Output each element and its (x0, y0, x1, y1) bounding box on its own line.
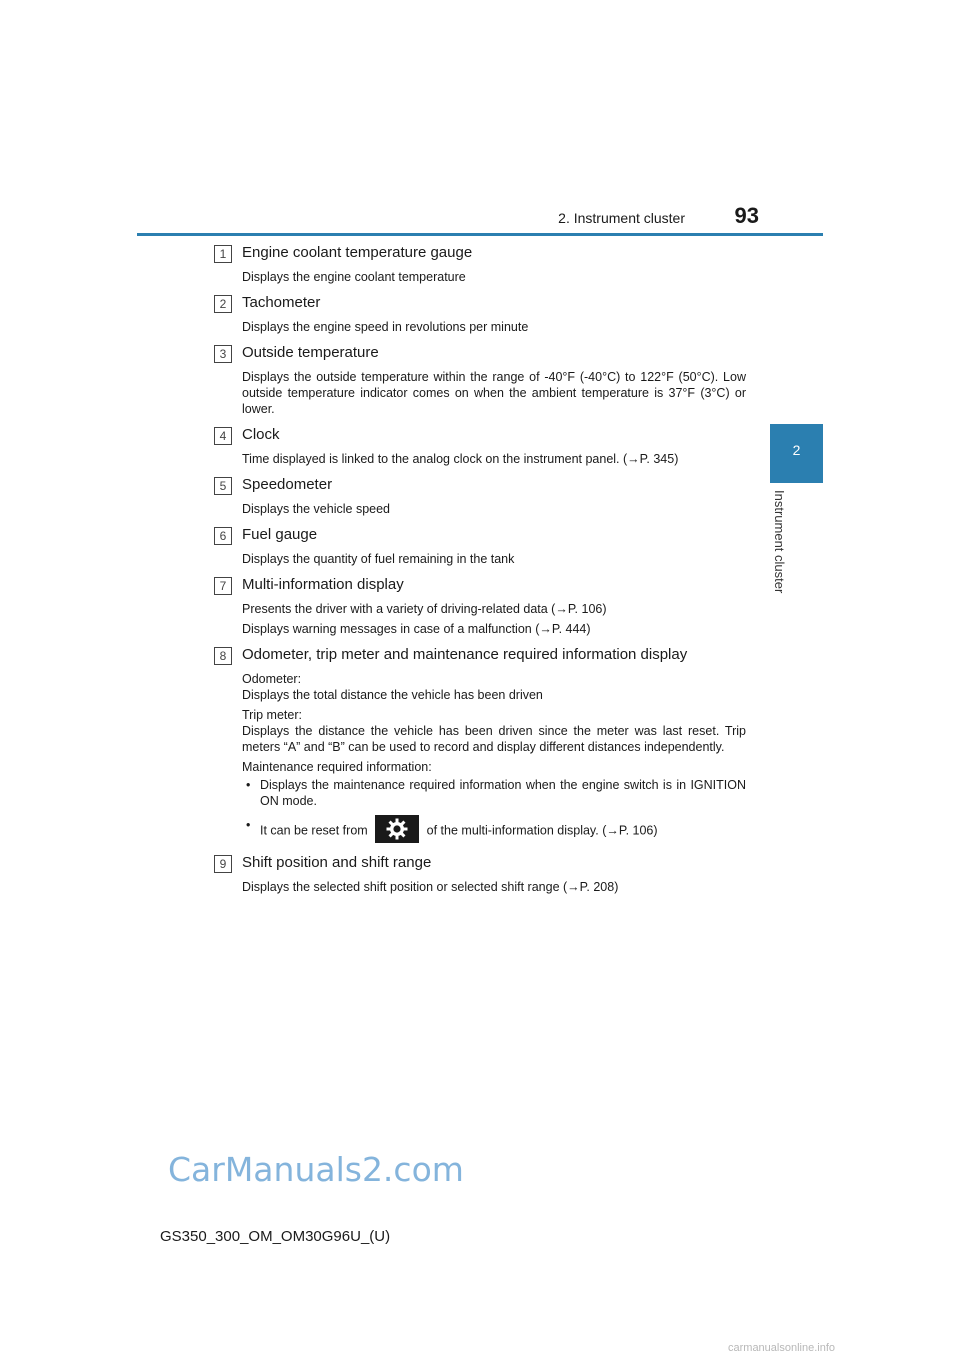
item-number-badge: 9 (214, 855, 232, 873)
item-title: Outside temperature (242, 344, 379, 361)
item-title: Speedometer (242, 476, 333, 493)
item-number-badge: 5 (214, 477, 232, 495)
item-title: Odometer, trip meter and maintenance required information display (242, 646, 688, 663)
odometer-label: Odometer: (242, 672, 302, 686)
item-title: Clock (242, 426, 280, 443)
bullet-dot: • (246, 778, 251, 792)
trip-meter-label: Trip meter: (242, 708, 302, 722)
item-list (214, 244, 746, 904)
header-divider (137, 233, 823, 236)
item-description: Displays the engine coolant temperature (242, 270, 466, 284)
item-description: Displays the quantity of fuel remaining in the tank (242, 552, 515, 566)
section-title: 2. Instrument cluster (558, 210, 685, 226)
item-number-badge: 2 (214, 295, 232, 313)
list-item (214, 526, 746, 567)
item-description: Displays the selected shift position or selected shift range (→P. 208) (242, 880, 619, 894)
list-item (214, 426, 746, 467)
item-description: Presents the driver with a variety of driving-related data (→P. 106) (242, 602, 607, 616)
maintenance-label: Maintenance required information: (242, 760, 432, 774)
trip-meter-description: Displays the distance the vehicle has been driven since the meter was last reset. Trip meters “A” and “B” can be used to record and display different distances independently. (242, 724, 746, 754)
page-header (137, 205, 823, 235)
list-item (214, 244, 746, 285)
list-item (214, 576, 746, 637)
item-number-badge: 8 (214, 647, 232, 665)
item-description: Displays the outside temperature within the range of -40°F (-40°C) to 122°F (50°C). Low outside temperature indicator comes on when the ambient temperature is 37°F (3°C) or lower. (242, 370, 746, 416)
maintenance-bullet (242, 777, 746, 809)
list-item (214, 476, 746, 517)
item-number-badge: 6 (214, 527, 232, 545)
item-title: Tachometer (242, 294, 321, 311)
chapter-tab-label: Instrument cluster (772, 490, 787, 594)
item-number-badge: 7 (214, 577, 232, 595)
page-number: 93 (734, 203, 759, 228)
watermark-logo[interactable]: CarManuals2.com (168, 1150, 464, 1189)
item-title: Engine coolant temperature gauge (242, 244, 473, 261)
gear-settings-icon (375, 815, 419, 843)
item-title: Shift position and shift range (242, 854, 432, 871)
item-description: Time displayed is linked to the analog clock on the instrument panel. (→P. 345) (242, 452, 679, 466)
footer-model-code: GS350_300_OM_OM30G96U_(U) (160, 1228, 391, 1245)
item-number-badge: 4 (214, 427, 232, 445)
list-item (214, 294, 746, 335)
item-number-badge: 3 (214, 345, 232, 363)
list-item (214, 854, 746, 895)
list-item (214, 646, 746, 845)
list-item (214, 344, 746, 417)
odometer-description: Displays the total distance the vehicle has been driven (242, 688, 543, 702)
item-title: Fuel gauge (242, 526, 318, 543)
item-description: Displays the engine speed in revolutions per minute (242, 320, 529, 334)
reset-text-after: of the multi-information display. (→P. 106) (426, 823, 658, 838)
reset-text-before: It can be reset from (260, 823, 368, 838)
item-title: Multi-information display (242, 576, 404, 593)
bullet-dot: • (246, 818, 251, 832)
watermark-site: carmanualsonline.info (728, 1342, 836, 1354)
maintenance-reset-bullet (242, 817, 746, 845)
chapter-tab[interactable]: 2 (770, 424, 823, 483)
item-number-badge: 1 (214, 245, 232, 263)
maintenance-bullet-text: Displays the maintenance required information when the engine switch is in IGNITION ON mode. (260, 778, 746, 808)
item-description: Displays the vehicle speed (242, 502, 390, 516)
item-description: Displays warning messages in case of a malfunction (→P. 444) (242, 622, 591, 636)
